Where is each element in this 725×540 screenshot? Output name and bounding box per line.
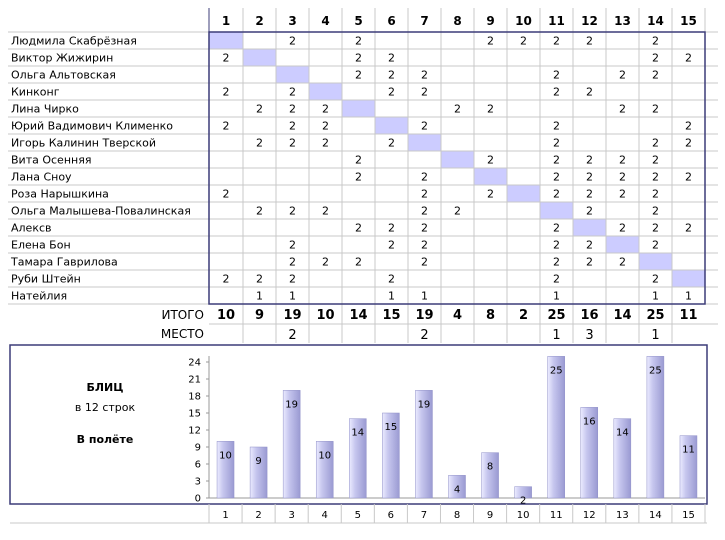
score-cell: 2 <box>586 153 593 167</box>
score-cell: 2 <box>421 85 428 99</box>
score-cell: 2 <box>586 85 593 99</box>
y-tick-label: 0 <box>194 493 201 505</box>
score-cell: 2 <box>322 255 329 269</box>
x-tick-label: 5 <box>354 510 361 521</box>
total-value: 16 <box>580 308 599 323</box>
score-cell: 2 <box>421 238 428 252</box>
total-value: 15 <box>382 308 401 323</box>
score-cell: 2 <box>421 255 428 269</box>
score-cell: 2 <box>421 68 428 82</box>
total-value: 19 <box>283 308 302 323</box>
score-cell: 2 <box>388 272 395 286</box>
bar-data-label: 15 <box>384 422 398 433</box>
y-tick-label: 12 <box>188 425 201 437</box>
column-header: 5 <box>354 14 363 28</box>
score-cell: 2 <box>553 255 560 269</box>
score-cell: 2 <box>553 119 560 133</box>
score-cell: 2 <box>619 187 626 201</box>
score-cell: 2 <box>685 136 692 150</box>
column-header: 11 <box>548 14 565 28</box>
bar <box>647 356 664 498</box>
column-header: 13 <box>614 14 631 28</box>
score-cell: 2 <box>388 68 395 82</box>
total-value: 14 <box>613 308 632 323</box>
score-cell: 2 <box>256 136 263 150</box>
score-cell: 2 <box>652 238 659 252</box>
score-cell: 2 <box>355 170 362 184</box>
diagonal-cell <box>309 83 342 100</box>
score-cell: 1 <box>388 289 395 303</box>
place-value: 2 <box>288 328 297 343</box>
score-cell: 2 <box>487 34 494 48</box>
column-header: 9 <box>486 14 495 28</box>
place-value: 1 <box>552 328 561 343</box>
total-value: 9 <box>254 308 265 323</box>
score-cell: 2 <box>619 221 626 235</box>
score-cell: 1 <box>652 289 659 303</box>
bar <box>482 453 499 498</box>
score-cell: 2 <box>222 51 230 65</box>
score-cell: 2 <box>355 51 362 65</box>
score-cell: 2 <box>553 238 560 252</box>
diagonal-cell <box>408 134 441 151</box>
score-cell: 2 <box>586 187 593 201</box>
score-cell: 2 <box>289 136 296 150</box>
column-header: 8 <box>453 14 462 28</box>
score-cell: 2 <box>289 204 296 218</box>
x-tick-label: 8 <box>453 510 461 521</box>
score-cell: 2 <box>421 204 428 218</box>
total-value: 2 <box>518 308 529 323</box>
score-cell: 2 <box>289 119 296 133</box>
score-cell: 2 <box>454 102 461 116</box>
score-cell: 2 <box>289 85 296 99</box>
bar-data-label: 25 <box>649 365 662 377</box>
x-tick-label: 6 <box>387 510 395 521</box>
score-cell: 2 <box>322 102 329 116</box>
score-cell: 2 <box>553 187 560 201</box>
score-cell: 2 <box>685 51 692 65</box>
diagonal-cell <box>606 236 639 253</box>
player-name: Руби Штейн <box>11 272 81 286</box>
player-name: Кинконг <box>11 85 60 99</box>
player-name: Виктор Жижирин <box>11 51 114 65</box>
x-tick-label: 13 <box>615 510 629 521</box>
score-cell: 2 <box>652 34 659 48</box>
x-tick-label: 15 <box>682 510 695 521</box>
bar-data-label: 2 <box>519 495 527 507</box>
score-cell: 2 <box>487 187 494 201</box>
score-cell: 2 <box>289 272 296 286</box>
score-cell: 2 <box>553 153 560 167</box>
total-value: 14 <box>349 308 368 323</box>
y-tick-label: 21 <box>188 374 201 386</box>
diagonal-cell <box>375 117 408 134</box>
bar-data-label: 11 <box>682 444 695 456</box>
score-cell: 2 <box>652 204 659 218</box>
score-cell: 2 <box>289 255 296 269</box>
score-cell: 2 <box>388 85 395 99</box>
score-cell: 2 <box>553 85 560 99</box>
x-tick-label: 11 <box>549 510 563 521</box>
diagonal-cell <box>209 32 243 49</box>
x-tick-label: 9 <box>486 510 494 521</box>
player-name: Ольга Малышева-Повалинская <box>11 204 191 218</box>
player-name: Лана Сноу <box>11 170 72 184</box>
bar-data-label: 9 <box>255 456 262 467</box>
score-cell: 2 <box>322 204 329 218</box>
column-header: 1 <box>221 14 231 28</box>
score-cell: 1 <box>289 289 296 303</box>
bar-data-label: 10 <box>318 450 332 462</box>
chart-side-title: БЛИЦ <box>86 381 124 394</box>
player-name: Роза Нарышкина <box>11 187 109 201</box>
score-cell: 2 <box>553 272 560 286</box>
column-header: 12 <box>581 14 598 28</box>
bar-data-label: 14 <box>351 427 365 439</box>
y-tick-label: 15 <box>188 408 201 420</box>
score-cell: 2 <box>388 136 395 150</box>
bar-data-label: 10 <box>219 450 232 462</box>
score-cell: 2 <box>619 102 626 116</box>
score-cell: 2 <box>553 170 560 184</box>
column-header: 3 <box>288 14 297 28</box>
y-tick-label: 9 <box>194 442 201 454</box>
chart-side-subtitle: в 12 строк <box>74 401 136 414</box>
score-cell: 2 <box>322 119 329 133</box>
score-cell: 2 <box>520 34 527 48</box>
column-header: 7 <box>420 14 429 28</box>
score-cell: 2 <box>388 221 395 235</box>
score-cell: 2 <box>421 119 428 133</box>
column-header: 4 <box>321 14 330 28</box>
player-name: Вита Осенняя <box>11 153 92 167</box>
score-cell: 2 <box>289 34 296 48</box>
x-tick-label: 2 <box>255 510 262 521</box>
score-cell: 2 <box>619 170 626 184</box>
score-cell: 2 <box>553 136 560 150</box>
bar-data-label: 16 <box>582 416 596 428</box>
score-cell: 2 <box>487 153 494 167</box>
player-name: Лина Чирко <box>11 102 79 116</box>
bar-data-label: 4 <box>453 484 461 496</box>
score-cell: 2 <box>222 272 230 286</box>
place-value: 3 <box>585 328 594 343</box>
score-cell: 1 <box>553 289 560 303</box>
total-value: 25 <box>646 308 665 323</box>
score-cell: 2 <box>289 238 296 252</box>
score-cell: 2 <box>256 272 263 286</box>
total-value: 4 <box>452 308 463 323</box>
bar-data-label: 19 <box>285 399 299 411</box>
score-cell: 2 <box>619 255 626 269</box>
score-cell: 2 <box>256 204 263 218</box>
player-name: Натейлия <box>11 289 68 303</box>
score-cell: 2 <box>421 221 428 235</box>
score-cell: 2 <box>256 102 263 116</box>
y-tick-label: 6 <box>194 459 201 471</box>
score-cell: 2 <box>685 119 692 133</box>
score-cell: 2 <box>553 34 560 48</box>
score-cell: 2 <box>586 204 593 218</box>
score-cell: 2 <box>355 153 362 167</box>
diagonal-cell <box>342 100 375 117</box>
x-tick-label: 3 <box>288 510 295 521</box>
score-cell: 2 <box>322 136 329 150</box>
x-tick-label: 1 <box>222 510 229 521</box>
x-tick-label: 10 <box>516 510 530 521</box>
score-cell: 2 <box>652 153 659 167</box>
column-header: 10 <box>515 14 532 28</box>
score-cell: 2 <box>388 238 395 252</box>
x-tick-label: 14 <box>649 510 662 521</box>
x-tick-label: 7 <box>420 510 428 521</box>
score-cell: 2 <box>652 102 659 116</box>
diagonal-cell <box>507 185 540 202</box>
bar <box>250 447 267 498</box>
diagonal-cell <box>243 49 276 66</box>
score-cell: 2 <box>388 51 395 65</box>
total-value: 19 <box>415 308 434 323</box>
score-cell: 2 <box>222 85 230 99</box>
score-cell: 2 <box>685 221 692 235</box>
bar-data-label: 19 <box>417 399 431 411</box>
score-cell: 2 <box>652 272 659 286</box>
score-cell: 2 <box>586 255 593 269</box>
column-header: 15 <box>680 14 697 28</box>
diagonal-cell <box>639 253 672 270</box>
score-cell: 2 <box>619 153 626 167</box>
total-value: 10 <box>216 308 236 323</box>
y-tick-label: 18 <box>188 391 201 403</box>
place-value: 2 <box>420 328 429 343</box>
diagonal-cell <box>672 270 705 287</box>
score-cell: 2 <box>289 102 296 116</box>
score-cell: 2 <box>586 34 593 48</box>
place-value: 1 <box>651 328 660 343</box>
x-tick-label: 12 <box>582 510 596 521</box>
player-name: Ольга Альтовская <box>11 68 116 82</box>
score-cell: 2 <box>222 119 230 133</box>
place-label: МЕСТО <box>160 327 204 341</box>
player-name: Юрий Вадимович Клименко <box>11 119 173 133</box>
player-name: Тамара Гаврилова <box>11 255 118 269</box>
player-name: Игорь Калинин Тверской <box>11 136 156 150</box>
player-name: Елена Бон <box>11 238 71 252</box>
score-cell: 2 <box>652 51 659 65</box>
player-name: Людмила Скабрёзная <box>11 34 137 48</box>
score-cell: 2 <box>454 204 461 218</box>
score-cell: 2 <box>685 170 692 184</box>
score-cell: 2 <box>355 255 362 269</box>
score-cell: 2 <box>421 170 428 184</box>
score-cell: 2 <box>553 68 560 82</box>
score-cell: 2 <box>652 187 659 201</box>
score-cell: 2 <box>553 221 560 235</box>
total-value: 25 <box>547 308 566 323</box>
bar-data-label: 8 <box>486 461 494 473</box>
score-cell: 2 <box>652 136 659 150</box>
score-cell: 1 <box>421 289 428 303</box>
score-cell: 2 <box>586 238 593 252</box>
y-tick-label: 24 <box>188 357 201 369</box>
score-cell: 2 <box>222 187 230 201</box>
score-cell: 2 <box>652 221 659 235</box>
column-header: 14 <box>647 14 664 28</box>
diagonal-cell <box>276 66 309 83</box>
score-cell: 2 <box>355 34 362 48</box>
chart-side-note: В полёте <box>76 433 134 446</box>
bar-data-label: 25 <box>549 365 563 377</box>
score-cell: 2 <box>652 68 659 82</box>
diagonal-cell <box>540 202 573 219</box>
total-value: 8 <box>485 308 496 323</box>
score-cell: 1 <box>256 289 263 303</box>
total-value: 11 <box>679 308 698 323</box>
diagonal-cell <box>573 219 606 236</box>
total-value: 10 <box>316 308 335 323</box>
y-tick-label: 3 <box>194 476 201 488</box>
x-tick-label: 4 <box>321 510 328 521</box>
score-cell: 2 <box>619 68 626 82</box>
score-cell: 2 <box>487 102 494 116</box>
score-cell: 2 <box>355 221 362 235</box>
player-name: Алексв <box>11 221 52 235</box>
diagonal-cell <box>441 151 474 168</box>
score-cell: 1 <box>685 289 692 303</box>
column-header: 6 <box>387 14 396 28</box>
score-cell: 2 <box>421 187 428 201</box>
score-cell: 2 <box>355 68 362 82</box>
score-cell: 2 <box>652 170 659 184</box>
totals-label: ИТОГО <box>161 308 204 322</box>
column-header: 2 <box>255 14 264 28</box>
bar <box>548 356 565 498</box>
diagonal-cell <box>474 168 507 185</box>
score-cell: 2 <box>586 170 593 184</box>
bar-data-label: 14 <box>615 427 629 439</box>
